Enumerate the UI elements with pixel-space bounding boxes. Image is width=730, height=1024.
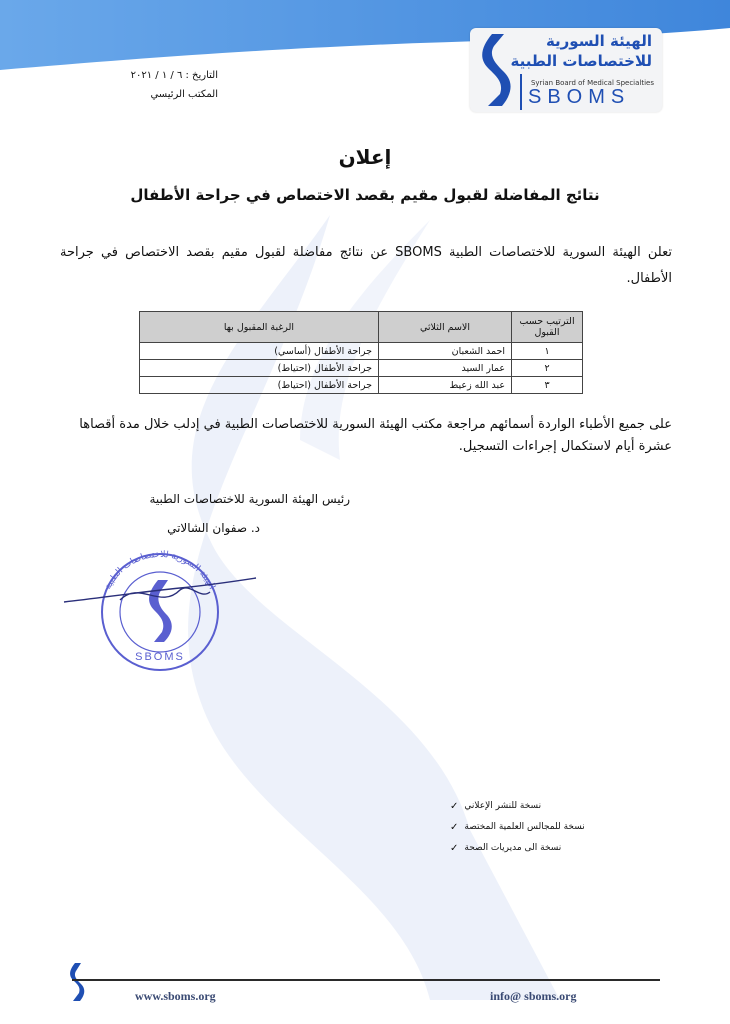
header-name: الاسم الثلاثي bbox=[379, 312, 512, 343]
stamp-ring-text: الهيئة السورية للاختصاصات الطبية bbox=[103, 549, 217, 592]
sboms-logo bbox=[470, 28, 662, 112]
signatory-name: د. صفوان الشالاتي bbox=[167, 521, 260, 535]
check-icon: ✓ bbox=[450, 843, 459, 854]
issuing-office: المكتب الرئيسي bbox=[150, 89, 218, 100]
list-item bbox=[450, 838, 662, 859]
intro-paragraph: تعلن الهيئة السورية للاختصاصات الطبية SBOMS عن نتائج مفاضلة لقبول مقيم بقصد الاختصاص في جراحة الأطفال. bbox=[60, 245, 672, 286]
logo-english-name: Syrian Board of Medical Specialties bbox=[530, 79, 654, 87]
list-item bbox=[450, 796, 662, 817]
logo-arabic-line1: الهيئة السورية bbox=[545, 32, 652, 50]
choice-cell: جراحة الأطفال (أساسي) bbox=[140, 343, 379, 360]
distribution-list bbox=[450, 796, 662, 859]
logo-divider bbox=[520, 74, 522, 110]
official-stamp bbox=[60, 540, 260, 680]
copy-label: نسخة للنشر الإعلاني bbox=[464, 801, 542, 811]
name-cell: احمد الشعبان bbox=[379, 343, 512, 360]
results-table bbox=[139, 311, 583, 394]
footer-divider bbox=[72, 979, 660, 981]
choice-cell: جراحة الأطفال (احتياط) bbox=[140, 377, 379, 394]
header-rank: الترتيب حسب القبول bbox=[512, 312, 583, 343]
website-link[interactable]: www.sboms.org bbox=[135, 989, 216, 1003]
announcement-subtitle: نتائج المفاضلة لقبول مقيم بقصد الاختصاص في جراحة الأطفال bbox=[130, 186, 600, 204]
table-row bbox=[140, 360, 583, 377]
instruction-paragraph: على جميع الأطباء الواردة أسمائهم مراجعة مكتب الهيئة السورية للاختصاصات الطبية في إدلب خلال مدة أقصاها عشرة أيام لاستكمال إجراءات التسجيل. bbox=[79, 417, 672, 454]
s-logo-icon bbox=[474, 32, 516, 108]
name-cell: عبد الله زعيط bbox=[379, 377, 512, 394]
list-item bbox=[450, 817, 662, 838]
choice-cell: جراحة الأطفال (احتياط) bbox=[140, 360, 379, 377]
signatory-title: رئيس الهيئة السورية للاختصاصات الطبية bbox=[149, 492, 350, 506]
rank-cell: ٢ bbox=[512, 360, 583, 377]
announcement-title: إعلان bbox=[338, 145, 392, 169]
table-header-row bbox=[140, 312, 583, 343]
logo-abbreviation: SBOMS bbox=[528, 86, 631, 108]
check-icon: ✓ bbox=[450, 801, 459, 812]
rank-cell: ١ bbox=[512, 343, 583, 360]
check-icon: ✓ bbox=[450, 822, 459, 833]
rank-cell: ٣ bbox=[512, 377, 583, 394]
copy-label: نسخة للمجالس العلمية المختصة bbox=[464, 822, 585, 832]
logo-arabic-line2: للاختصاصات الطبية bbox=[510, 52, 652, 70]
table-row bbox=[140, 377, 583, 394]
stamp-abbreviation: SBOMS bbox=[135, 651, 185, 663]
table-row bbox=[140, 343, 583, 360]
s-logo-icon bbox=[66, 962, 86, 1002]
header-choice: الرغبة المقبول بها bbox=[140, 312, 379, 343]
copy-label: نسخة الى مديريات الصحة bbox=[464, 843, 562, 853]
name-cell: عمار السيد bbox=[379, 360, 512, 377]
document-date: التاريخ : ٦ / ١ / ٢٠٢١ bbox=[130, 70, 218, 81]
email-link[interactable]: info@ sboms.org bbox=[490, 989, 577, 1003]
